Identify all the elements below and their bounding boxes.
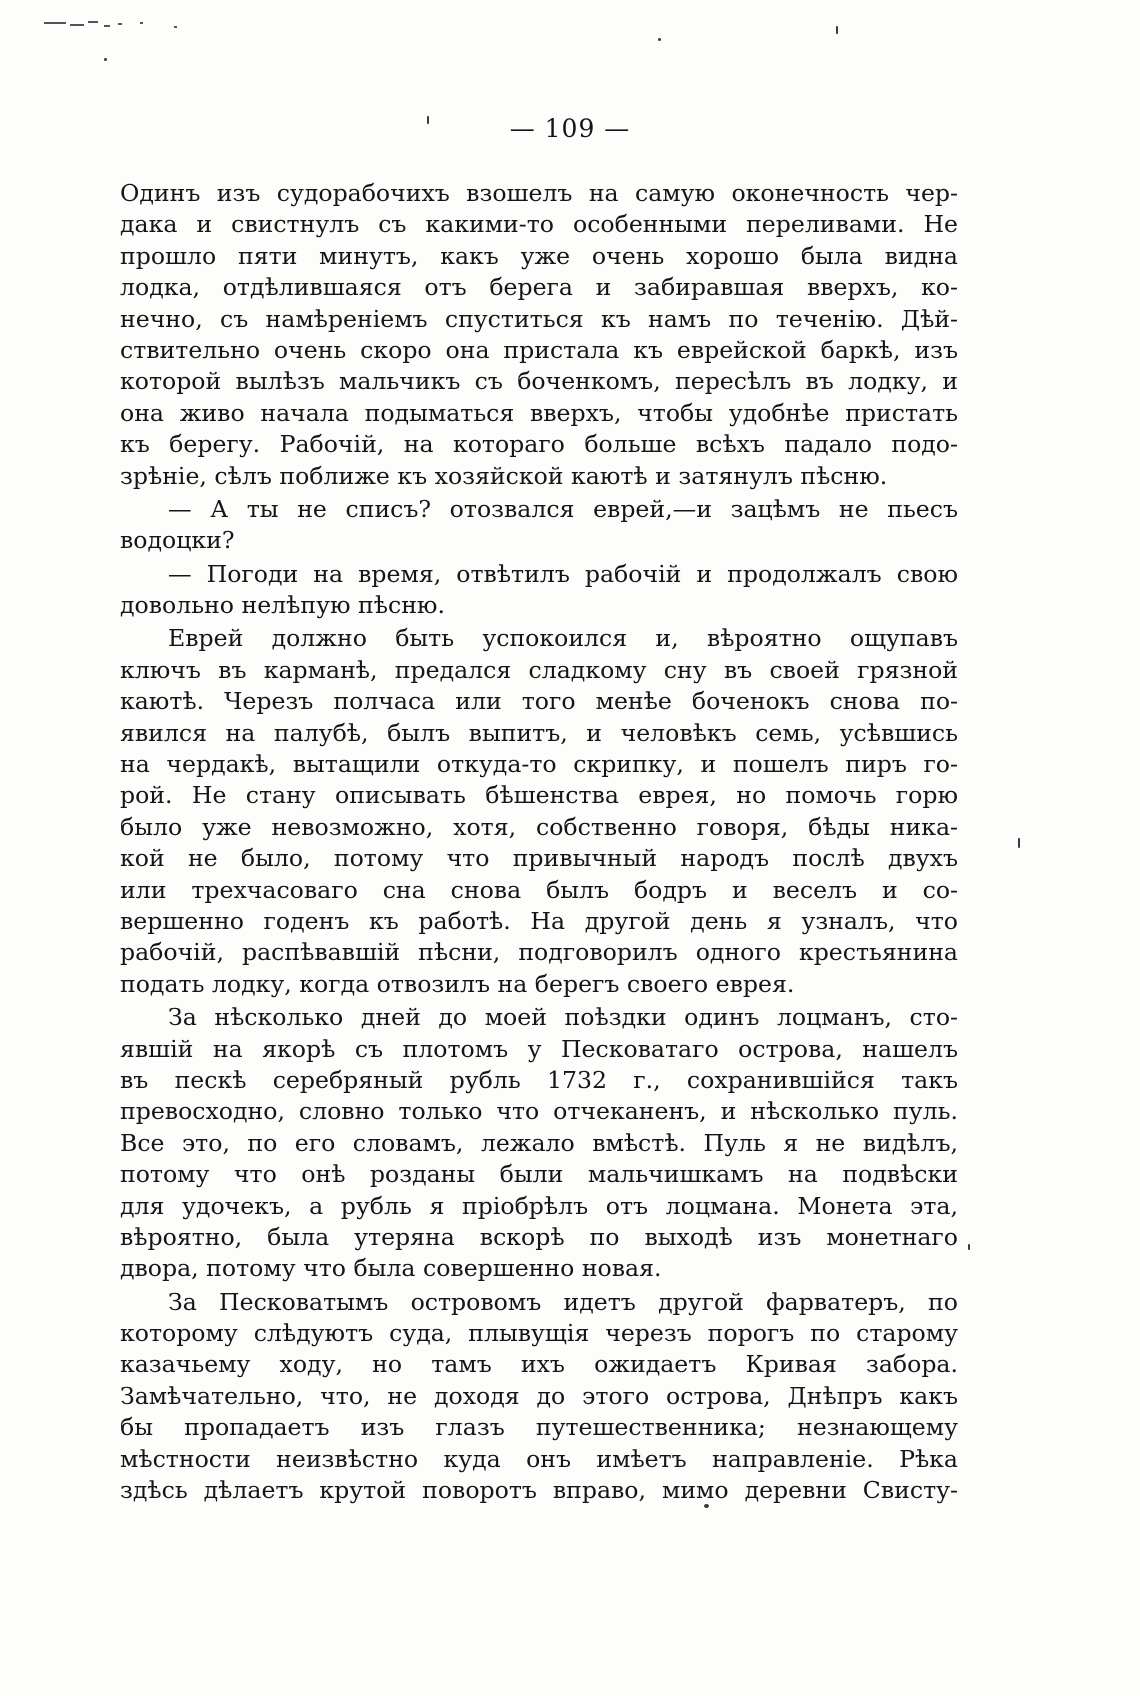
text-line: или трехчасоваго сна снова былъ бодръ и веселъ и со- [120,875,958,904]
text-line: кой не было, потому что привычный народъ послѣ двухъ [120,844,958,873]
text-line: было уже невозможно, хотя, собственно говоря, бѣды ника- [120,812,958,841]
text-line: которому слѣдуютъ суда, плывущія черезъ порогъ по старому [120,1319,958,1348]
text-line: Замѣчательно, что, не доходя до этого острова, Днѣпръ какъ [120,1381,958,1410]
text-line: рой. Не стану описывать бѣшенства еврея, но помочь горю [120,781,958,810]
text-line: Еврей должно быть успокоился и, вѣроятно ощупавъ [168,624,958,653]
paragraph [120,178,958,492]
text-line: каютѣ. Черезъ полчаса или того менѣе боченокъ снова по- [120,687,958,716]
paragraph [120,1287,958,1507]
text-line: явшій на якорѣ съ плотомъ у Песковатаго острова, нашелъ [120,1034,958,1063]
scan-speck [104,58,107,61]
text-line: къ берегу. Рабочій, на котораго больше всѣхъ падало подо- [120,430,958,459]
paragraph [120,494,958,557]
text-line: мѣстности неизвѣстно куда онъ имѣетъ направленіе. Рѣка [120,1444,958,1473]
text-line: которой вылѣзъ мальчикъ съ боченкомъ, пересѣлъ въ лодку, и [120,367,958,396]
text-line: она живо начала подыматься вверхъ, чтобы удобнѣе пристать [120,398,958,427]
text-line: лодка, отдѣлившаяся отъ берега и забиравшая вверхъ, ко- [120,273,958,302]
text-line: здѣсь дѣлаетъ крутой поворотъ вправо, мимо деревни Свисту- [120,1476,958,1505]
page-number: — 109 — [509,114,631,143]
text-line: казачьему ходу, но тамъ ихъ ожидаетъ Кривая забора. [120,1350,958,1379]
text-line: въ пескѣ серебряный рубль 1732 г., сохранившійся такъ [120,1065,958,1094]
body-text [120,178,958,1508]
text-line: водоцки? [120,526,235,555]
text-line: потому что онѣ розданы были мальчишкамъ на подвѣски [120,1160,958,1189]
text-line: дака и свистнулъ съ какими-то особенными переливами. Не [120,210,958,239]
text-line: двора, потому что была совершенно новая. [120,1254,662,1283]
text-line: зрѣніе, сѣлъ поближе къ хозяйской каютѣ и затянулъ пѣсню. [120,461,888,490]
text-line: Одинъ изъ судорабочихъ взошелъ на самую оконечность чер- [120,179,958,207]
scan-speck [836,26,838,34]
text-line: прошло пяти минутъ, какъ уже очень хорошо была видна [120,241,958,270]
scan-speck [1018,838,1020,848]
text-line: ствительно очень скоро она пристала къ еврейской баркѣ, изъ [120,335,958,364]
scan-noise [44,18,194,32]
text-line: превосходно, словно только что отчеканенъ, и нѣсколько пуль. [120,1097,958,1126]
text-line: нечно, съ намѣреніемъ спуститься къ намъ по теченію. Дѣй- [120,304,958,333]
paragraph [120,623,958,1000]
text-line: За Песковатымъ островомъ идетъ другой фарватеръ, по [168,1287,958,1316]
text-line: вершенно годенъ къ работѣ. На другой день я узналъ, что [120,906,958,935]
scan-speck [658,38,661,41]
text-line: на чердакѣ, вытащили откуда-то скрипку, и пошелъ пиръ го- [120,750,958,779]
text-line: ключъ въ карманѣ, предался сладкому сну въ своей грязной [120,655,958,684]
text-line: для удочекъ, а рубль я пріобрѣлъ отъ лоцмана. Монета эта, [120,1191,958,1220]
paragraph [120,559,958,622]
text-line: бы пропадаетъ изъ глазъ путешественника; незнающему [120,1413,958,1442]
text-line: — А ты не списъ? отозвался еврей,—и зацѣмъ не пьесъ [168,494,958,523]
paragraph [120,1002,958,1285]
text-line: рабочій, распѣвавшій пѣсни, подговорилъ одного крестьянина [120,938,958,967]
text-line: явился на палубѣ, былъ выпитъ, и человѣкъ семь, усѣвшись [120,718,958,747]
text-line: вѣроятно, была утеряна вскорѣ по выходѣ изъ монетнаго [120,1222,958,1251]
text-line: Все это, по его словамъ, лежало вмѣстѣ. Пуль я не видѣлъ, [120,1128,958,1157]
text-line: довольно нелѣпую пѣсню. [120,591,445,620]
text-line: подать лодку, когда отвозилъ на берегъ своего еврея. [120,969,795,998]
text-line: — Погоди на время, отвѣтилъ рабочій и продолжалъ свою [168,559,958,588]
scan-speck [968,1244,970,1250]
text-line: За нѣсколько дней до моей поѣздки одинъ лоцманъ, сто- [168,1003,958,1032]
